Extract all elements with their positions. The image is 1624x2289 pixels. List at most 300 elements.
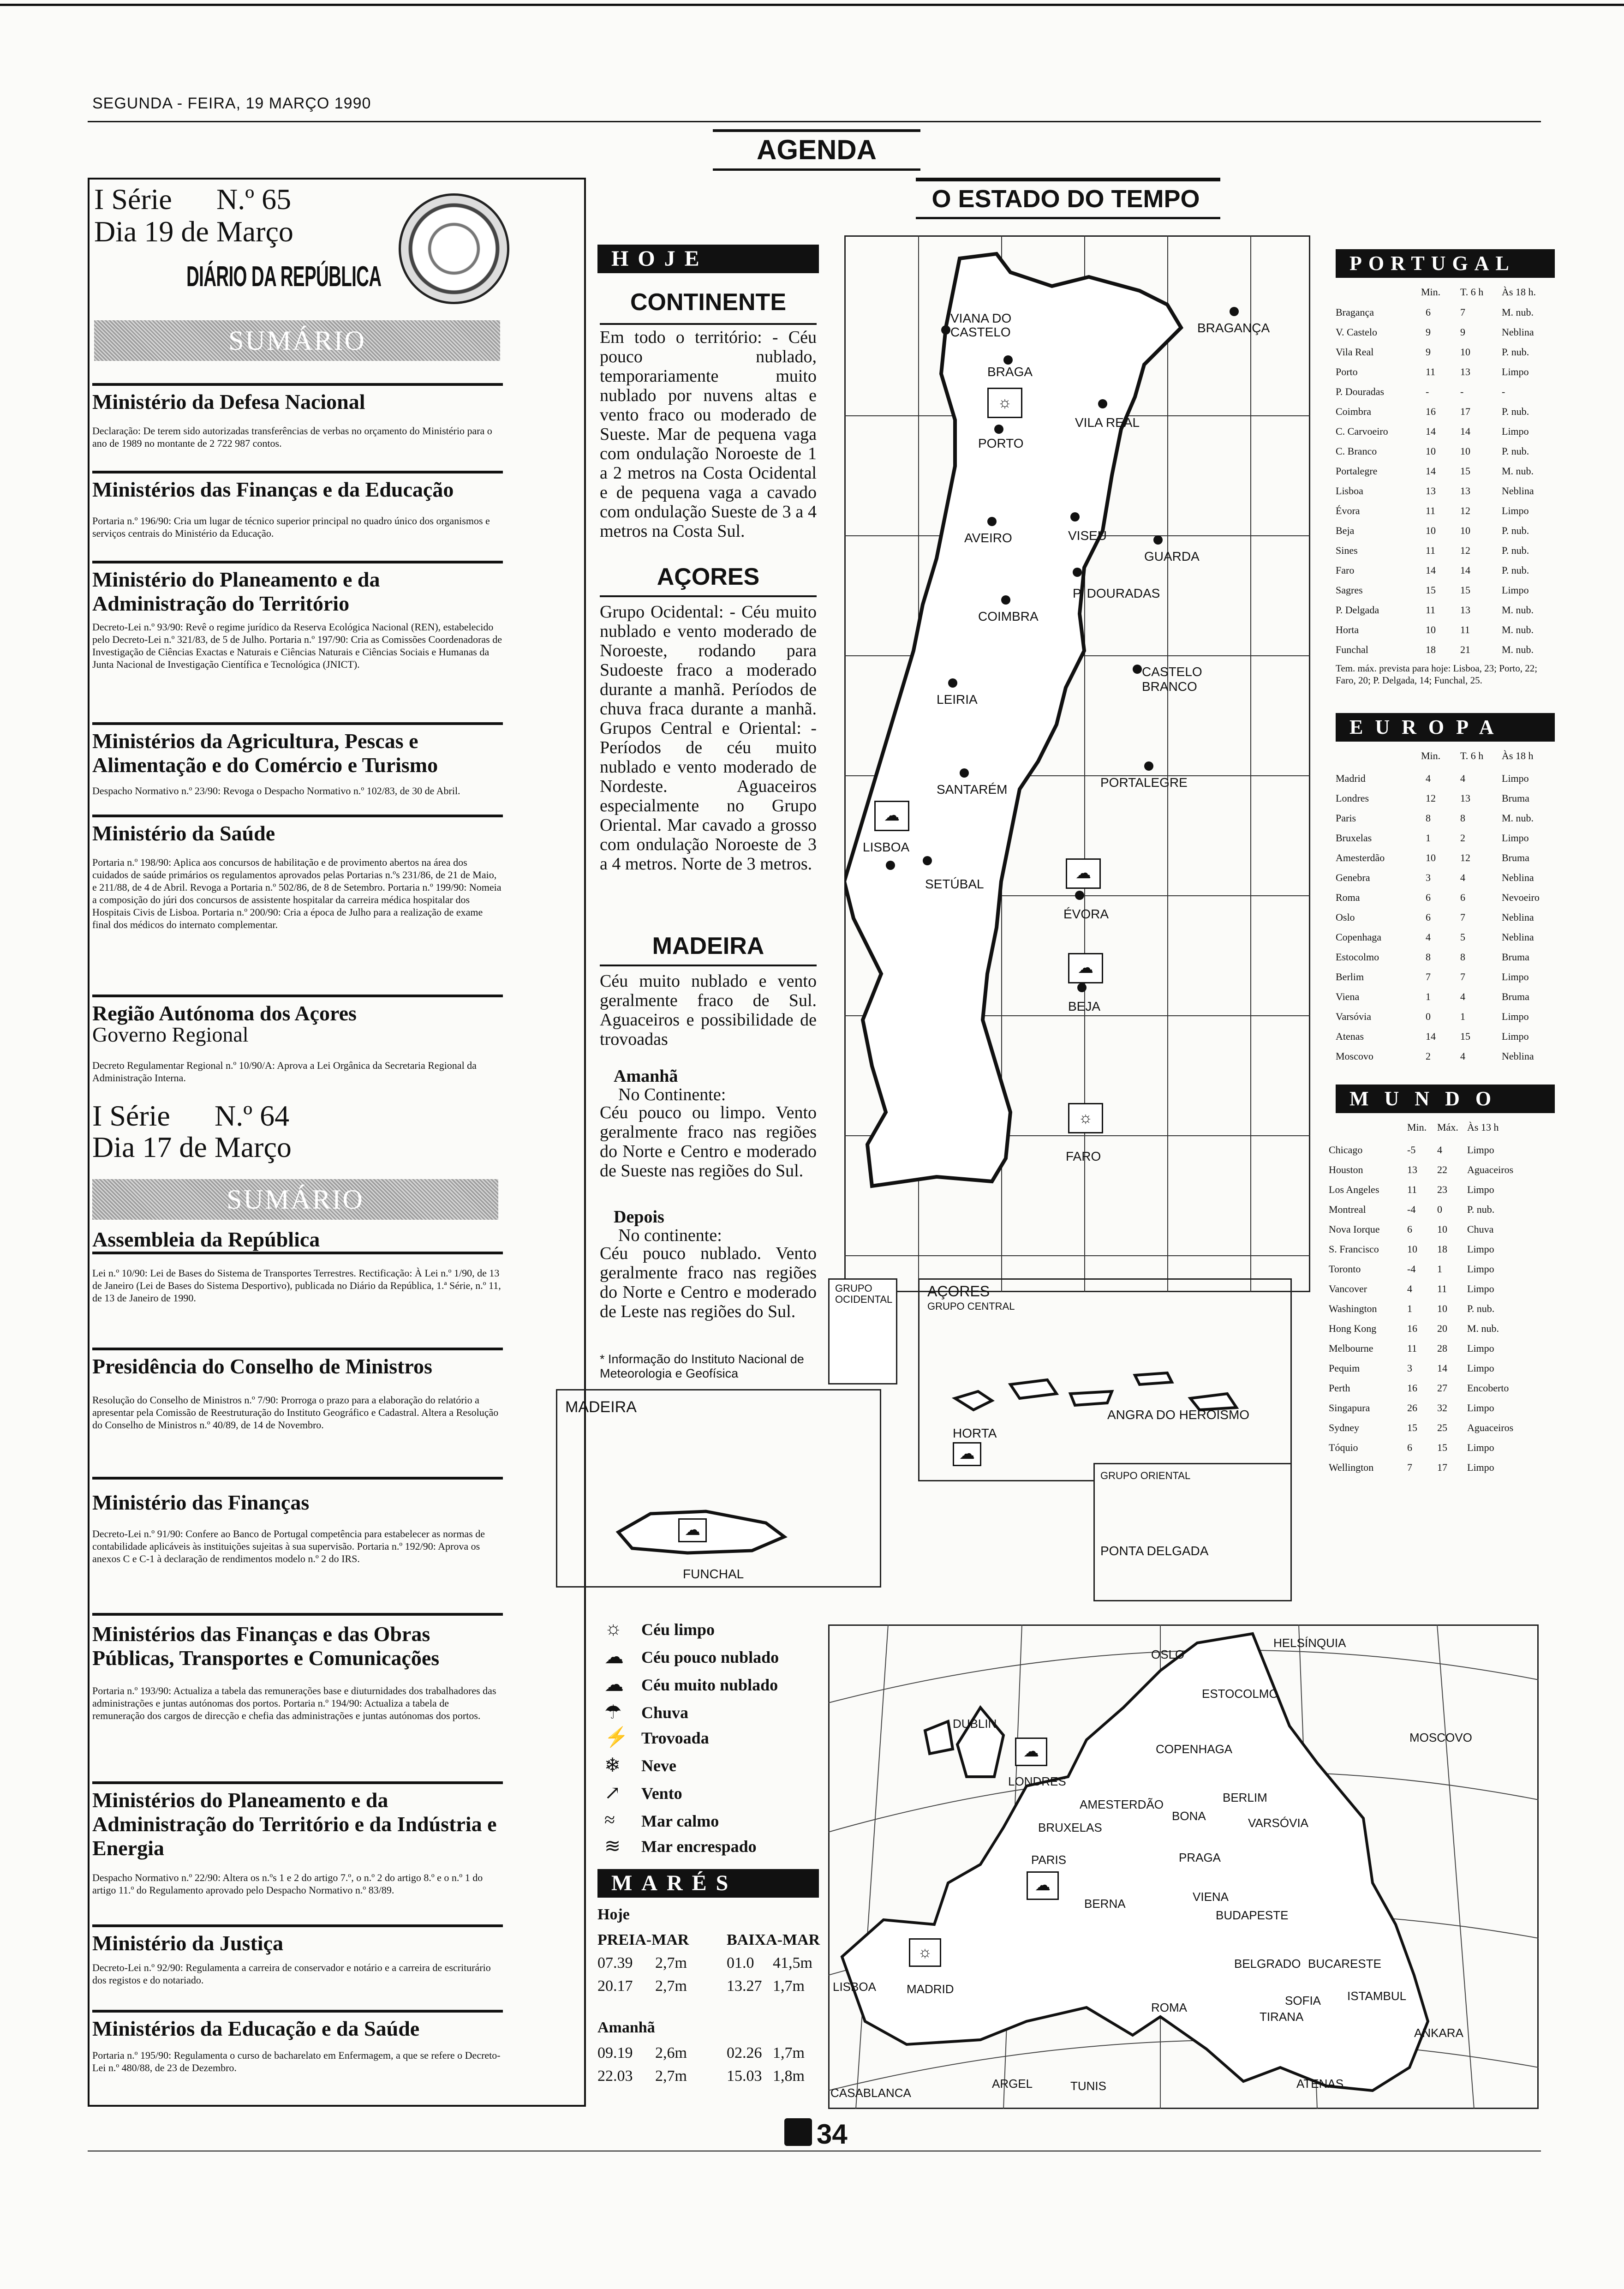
ministry-title: Ministério do Planeamento e da Administração do Território bbox=[92, 568, 380, 615]
table-row bbox=[1329, 1438, 1555, 1457]
table-cell: 18 bbox=[1426, 644, 1436, 655]
city-label: ÉVORA bbox=[1063, 907, 1109, 921]
divider bbox=[92, 815, 503, 817]
table-row bbox=[1336, 362, 1555, 382]
city-label: CASTELO BRANCO bbox=[1142, 665, 1202, 694]
table-cell: 14 bbox=[1437, 1362, 1447, 1374]
partly-cloudy-icon: ☁ bbox=[604, 1647, 624, 1668]
table-cell: 11 bbox=[1426, 366, 1436, 378]
table-cell: P. nub. bbox=[1502, 525, 1529, 536]
city-dot bbox=[1001, 595, 1010, 605]
table-cell: Pequim bbox=[1329, 1362, 1360, 1374]
table-cell: 14 bbox=[1426, 564, 1436, 576]
table-head: Máx. bbox=[1437, 1121, 1458, 1133]
table-cell: Berlim bbox=[1336, 971, 1364, 983]
table-head: Min. bbox=[1407, 1121, 1427, 1133]
ministry-body: Lei n.º 10/90: Lei de Bases do Sistema de Transportes Terrestres. Rectificação: À Lei n.º 1/90, de 13 de Janeiro (Lei de Bases do Sistema Desportivo), publicada no Diário da República, 1.ª Série, n.º 11, de 13 de Janeiro de 1990. bbox=[92, 1267, 501, 1304]
city-label: LISBOA bbox=[863, 840, 910, 854]
mares-bar: MARÉS bbox=[597, 1869, 819, 1898]
legend-label: Mar encrespado bbox=[641, 1837, 757, 1856]
table-row bbox=[1329, 1199, 1555, 1219]
table-cell: Bruma bbox=[1502, 852, 1529, 863]
city-dot bbox=[1073, 568, 1082, 577]
section-title: AGENDA bbox=[756, 134, 877, 165]
europe-city: COPENHAGA bbox=[1156, 1742, 1233, 1756]
table-head: T. 6 h bbox=[1460, 286, 1484, 298]
table-cell: Limpo bbox=[1467, 1362, 1494, 1374]
table-head: Às 18 h. bbox=[1502, 286, 1536, 298]
table-cell: 10 bbox=[1437, 1303, 1447, 1314]
city-label: COIMBRA bbox=[978, 609, 1039, 623]
cloudy-icon: ☁ bbox=[604, 1674, 624, 1696]
table-cell: Vila Real bbox=[1336, 346, 1374, 358]
table-cell: Chicago bbox=[1329, 1144, 1363, 1156]
europe-city: BRUXELAS bbox=[1038, 1821, 1102, 1834]
table-row bbox=[1336, 947, 1555, 967]
amanha-sub: No Continente: bbox=[618, 1085, 726, 1104]
tide-cell: 13.27 bbox=[727, 1977, 762, 1995]
table-cell: 11 bbox=[1460, 624, 1470, 635]
table-cell: Bragança bbox=[1336, 306, 1374, 318]
table-cell: 7 bbox=[1460, 911, 1465, 923]
table-cell: Sagres bbox=[1336, 584, 1363, 596]
table-cell: -5 bbox=[1407, 1144, 1416, 1156]
table-row bbox=[1336, 768, 1555, 788]
acores-rule bbox=[600, 595, 817, 597]
table-cell: Limpo bbox=[1502, 773, 1529, 784]
table-cell: 10 bbox=[1460, 445, 1470, 457]
table-cell: 22 bbox=[1437, 1164, 1447, 1175]
table-row bbox=[1336, 828, 1555, 848]
europe-city: LONDRES bbox=[1008, 1774, 1066, 1788]
table-cell: Singapura bbox=[1329, 1402, 1370, 1414]
legend-label: Vento bbox=[641, 1784, 682, 1803]
sun-icon: ☼ bbox=[1068, 1103, 1103, 1133]
europe-city: LISBOA bbox=[833, 1980, 876, 1994]
table-cell: Estocolmo bbox=[1336, 951, 1379, 963]
europe-city: PARIS bbox=[1031, 1853, 1067, 1867]
europe-city: BUDAPESTE bbox=[1216, 1908, 1289, 1922]
table-row bbox=[1336, 342, 1555, 362]
table-cell: Neblina bbox=[1502, 485, 1534, 497]
europe-city: ARGEL bbox=[992, 2077, 1033, 2091]
table-cell: 6 bbox=[1407, 1442, 1412, 1453]
table-cell: Neblina bbox=[1502, 931, 1534, 943]
tide-cell: 07.39 bbox=[597, 1954, 633, 1971]
table-row bbox=[1329, 1398, 1555, 1418]
table-row bbox=[1336, 560, 1555, 580]
table-cell: Hong Kong bbox=[1329, 1323, 1377, 1334]
table-cell: 14 bbox=[1426, 465, 1436, 477]
table-cell: Limpo bbox=[1502, 971, 1529, 983]
table-cell: Beja bbox=[1336, 525, 1355, 536]
table-cell: Horta bbox=[1336, 624, 1359, 635]
grupo-oriental-box bbox=[1093, 1463, 1292, 1601]
table-cell: P. nub. bbox=[1502, 406, 1529, 417]
divider bbox=[92, 1924, 503, 1927]
city-dot bbox=[1144, 761, 1153, 771]
table-cell: 25 bbox=[1437, 1422, 1447, 1433]
ministry-body: Decreto-Lei n.º 92/90: Regulamenta a carreira de conservador e notário e a carreira de escriturário dos registos e do notariado. bbox=[92, 1962, 491, 1986]
table-cell: 12 bbox=[1426, 792, 1436, 804]
depois-title: Depois bbox=[614, 1207, 664, 1227]
table-cell: Toronto bbox=[1329, 1263, 1361, 1275]
table-row bbox=[1336, 382, 1555, 401]
table-cell: 7 bbox=[1460, 971, 1465, 983]
estado-bottom-rule bbox=[916, 217, 1220, 219]
city-label: P. DOURADAS bbox=[1073, 586, 1160, 600]
tide-cell: 09.19 bbox=[597, 2044, 633, 2061]
city-dot bbox=[960, 768, 969, 778]
table-cell: Bruma bbox=[1502, 792, 1529, 804]
table-cell: 4 bbox=[1460, 872, 1465, 883]
table-row bbox=[1329, 1140, 1555, 1160]
table-row bbox=[1329, 1378, 1555, 1398]
table-row bbox=[1336, 1046, 1555, 1066]
table-cell: 10 bbox=[1437, 1223, 1447, 1235]
table-cell: 13 bbox=[1460, 604, 1470, 616]
map-label: GRUPO CENTRAL bbox=[927, 1300, 1015, 1312]
table-cell: M. nub. bbox=[1467, 1323, 1499, 1334]
table-cell: 8 bbox=[1460, 951, 1465, 963]
table-cell: Roma bbox=[1336, 892, 1360, 903]
cloud-icon: ☁ bbox=[1068, 953, 1103, 983]
estado-top-rule bbox=[916, 178, 1220, 181]
table-row bbox=[1329, 1160, 1555, 1180]
table-cell: Nevoeiro bbox=[1502, 892, 1540, 903]
map-label: AÇORES bbox=[927, 1283, 990, 1300]
ministry-body: Despacho Normativo n.º 23/90: Revoga o Despacho Normativo n.º 102/83, de 30 de Abril. bbox=[92, 785, 460, 797]
tide-cell: 2,7m bbox=[655, 1954, 687, 1971]
table-cell: Aguaceiros bbox=[1467, 1164, 1514, 1175]
table-cell: 0 bbox=[1426, 1011, 1431, 1022]
table-cell: 7 bbox=[1460, 306, 1465, 318]
table-cell: 4 bbox=[1460, 1050, 1465, 1062]
divider bbox=[92, 383, 503, 386]
table-cell: 10 bbox=[1407, 1243, 1417, 1255]
europe-city: OSLO bbox=[1151, 1648, 1185, 1661]
table-row bbox=[1336, 461, 1555, 481]
table-cell: 1 bbox=[1437, 1263, 1442, 1275]
table-cell: 10 bbox=[1460, 525, 1470, 536]
table-cell: Sydney bbox=[1329, 1422, 1359, 1433]
europe-city: BUCARESTE bbox=[1308, 1957, 1381, 1971]
city-label: SANTARÉM bbox=[937, 782, 1008, 797]
table-row bbox=[1329, 1239, 1555, 1259]
table-cell: Varsóvia bbox=[1336, 1011, 1371, 1022]
table-cell: 14 bbox=[1426, 1031, 1436, 1042]
portugal-note: Tem. máx. prevista para hoje: Lisboa, 23; Porto, 22; Faro, 20; P. Delgada, 14; Funchal, 25. bbox=[1336, 663, 1538, 686]
ministry-title: Presidência do Conselho de Ministros bbox=[92, 1354, 432, 1378]
table-cell: M. nub. bbox=[1502, 604, 1534, 616]
ministry-title: Assembleia da República bbox=[92, 1228, 320, 1251]
table-cell: Paris bbox=[1336, 812, 1356, 824]
table-row bbox=[1336, 907, 1555, 927]
tide-cell: 2,7m bbox=[655, 2067, 687, 2085]
table-cell: Nova Iorque bbox=[1329, 1223, 1380, 1235]
table-row bbox=[1336, 927, 1555, 947]
table-cell: 6 bbox=[1407, 1223, 1412, 1235]
table-cell: - bbox=[1460, 386, 1464, 397]
snow-icon: ❄ bbox=[604, 1755, 621, 1776]
europe-city: MADRID bbox=[907, 1982, 954, 1996]
footer-logo bbox=[784, 2118, 812, 2146]
europe-city: PRAGA bbox=[1179, 1851, 1221, 1864]
ministry-title: Ministérios das Finanças e da Educação bbox=[92, 478, 454, 501]
continente-title: CONTINENTE bbox=[630, 289, 786, 316]
sumario-banner-2: SUMÁRIO bbox=[92, 1179, 498, 1220]
table-cell: 10 bbox=[1426, 525, 1436, 536]
table-cell: 8 bbox=[1426, 951, 1431, 963]
issue-date: Dia 19 de Março bbox=[94, 215, 293, 248]
table-row bbox=[1329, 1279, 1555, 1299]
table-cell: Limpo bbox=[1467, 1243, 1494, 1255]
table-cell: Sines bbox=[1336, 545, 1358, 556]
mundo-table bbox=[1329, 1140, 1555, 1477]
europe-city: ISTAMBUL bbox=[1347, 1989, 1407, 2003]
cloud-icon: ☁ bbox=[1027, 1871, 1059, 1900]
continente-rule bbox=[600, 323, 817, 325]
europe-city: MOSCOVO bbox=[1409, 1731, 1472, 1744]
table-row bbox=[1329, 1338, 1555, 1358]
ministry-body: Decreto-Lei n.º 93/90: Revê o regime jurídico da Reserva Ecológica Nacional (REN), estabelecido pelo Decreto-Lei n.º 321/83, de 5 de Julho. Portaria n.º 197/90: Cria as Comissões Coordenadoras de Investigação de Ciências Exactas e Naturais e Ciências Naturais e Ciências Sociais e Humanas da Junta Nacional de Investigação Científica e Tecnológica (JNICT). bbox=[92, 621, 502, 670]
city-label: VISEU bbox=[1068, 528, 1107, 543]
table-row bbox=[1336, 848, 1555, 868]
table-row bbox=[1329, 1318, 1555, 1338]
table-cell: 15 bbox=[1437, 1442, 1447, 1453]
table-cell: 4 bbox=[1407, 1283, 1412, 1294]
table-cell: 11 bbox=[1407, 1184, 1417, 1195]
table-row bbox=[1336, 401, 1555, 421]
table-cell: Chuva bbox=[1467, 1223, 1494, 1235]
table-cell: 2 bbox=[1426, 1050, 1431, 1062]
depois-text: Céu pouco nublado. Vento geralmente fraco nas regiões do Norte e Centro e moderado de Leste nas regiões do Sul. bbox=[600, 1244, 817, 1321]
table-cell: M. nub. bbox=[1502, 644, 1534, 655]
europe-city: ESTOCOLMO bbox=[1202, 1687, 1278, 1701]
page-date: SEGUNDA - FEIRA, 19 MARÇO 1990 bbox=[92, 95, 371, 112]
table-cell: Neblina bbox=[1502, 872, 1534, 883]
portugal-table bbox=[1336, 302, 1555, 659]
issue-number: N.º 65 bbox=[216, 183, 292, 216]
table-cell: 7 bbox=[1426, 971, 1431, 983]
ministry-title: Ministérios da Agricultura, Pescas e Alimentação e do Comércio e Turismo bbox=[92, 729, 438, 777]
table-cell: 4 bbox=[1460, 991, 1465, 1002]
ministry-title: Ministérios da Educação e da Saúde bbox=[92, 2017, 420, 2040]
city-label: VILA REAL bbox=[1075, 415, 1140, 430]
city-dot bbox=[923, 856, 932, 865]
table-cell: 26 bbox=[1407, 1402, 1417, 1414]
table-cell: M. nub. bbox=[1502, 306, 1534, 318]
table-cell: 8 bbox=[1426, 812, 1431, 824]
europe-city: HELSÍNQUIA bbox=[1273, 1636, 1346, 1650]
table-cell: Limpo bbox=[1467, 1283, 1494, 1294]
table-row bbox=[1329, 1299, 1555, 1318]
issue2-number: N.º 64 bbox=[215, 1099, 290, 1132]
city-label: PORTALEGRE bbox=[1100, 775, 1188, 790]
table-cell: P. nub. bbox=[1502, 564, 1529, 576]
europe-city: BERLIM bbox=[1223, 1791, 1267, 1804]
table-cell: Melbourne bbox=[1329, 1342, 1373, 1354]
tide-hoje: Hoje bbox=[597, 1906, 630, 1923]
table-cell: 1 bbox=[1460, 1011, 1465, 1022]
table-cell: Londres bbox=[1336, 792, 1369, 804]
cloud-icon: ☁ bbox=[1066, 858, 1101, 889]
table-cell: 13 bbox=[1407, 1164, 1417, 1175]
ministry-body: Portaria n.º 196/90: Cria um lugar de técnico superior principal no quadro único dos organismos e serviços centrais do Ministério da Educação. bbox=[92, 515, 490, 539]
table-cell: Vancover bbox=[1329, 1283, 1367, 1294]
table-cell: Copenhaga bbox=[1336, 931, 1381, 943]
page-number: 34 bbox=[817, 2119, 848, 2150]
city-label: VIANA DO CASTELO bbox=[950, 311, 1012, 339]
divider bbox=[92, 1613, 503, 1616]
republic-seal-icon bbox=[399, 193, 509, 304]
table-cell: 28 bbox=[1437, 1342, 1447, 1354]
table-cell: 13 bbox=[1460, 485, 1470, 497]
table-cell: Bruma bbox=[1502, 951, 1529, 963]
table-cell: M. nub. bbox=[1502, 624, 1534, 635]
tide-cell: 1,8m bbox=[773, 2067, 805, 2085]
madeira-text: Céu muito nublado e vento geralmente fraco de Sul. Aguaceiros e possibilidade de trovoadas bbox=[600, 971, 817, 1049]
table-cell: Madrid bbox=[1336, 773, 1366, 784]
sun-icon: ☼ bbox=[604, 1618, 622, 1639]
table-cell: Limpo bbox=[1467, 1342, 1494, 1354]
divider bbox=[92, 1348, 503, 1350]
table-cell: 15 bbox=[1460, 1031, 1470, 1042]
europe-city: CASABLANCA bbox=[830, 2086, 911, 2100]
legend-label: Céu pouco nublado bbox=[641, 1648, 779, 1666]
europe-city: ATENAS bbox=[1296, 2077, 1344, 2091]
table-cell: 11 bbox=[1407, 1342, 1417, 1354]
top-border bbox=[0, 4, 1624, 6]
table-cell: 6 bbox=[1426, 911, 1431, 923]
city-dot bbox=[1230, 307, 1239, 316]
table-cell: P. nub. bbox=[1502, 445, 1529, 457]
table-row bbox=[1336, 967, 1555, 987]
table-cell: 16 bbox=[1426, 406, 1436, 417]
table-cell: -4 bbox=[1407, 1204, 1416, 1215]
city-label: BEJA bbox=[1068, 999, 1101, 1013]
table-cell: Lisboa bbox=[1336, 485, 1363, 497]
divider bbox=[92, 1477, 503, 1480]
table-cell: 18 bbox=[1437, 1243, 1447, 1255]
tide-cell: 1,7m bbox=[773, 2044, 805, 2061]
tide-cell: 2,7m bbox=[655, 1977, 687, 1995]
table-cell: 13 bbox=[1460, 792, 1470, 804]
table-cell: Limpo bbox=[1502, 1031, 1529, 1042]
city-dot bbox=[948, 678, 957, 688]
cloud-icon: ☁ bbox=[678, 1518, 707, 1542]
table-cell: 32 bbox=[1437, 1402, 1447, 1414]
table-cell: - bbox=[1426, 386, 1429, 397]
city-dot bbox=[1075, 891, 1084, 900]
table-head: T. 6 h bbox=[1460, 750, 1484, 761]
sumario-banner: SUMÁRIO bbox=[94, 320, 500, 361]
table-cell: Limpo bbox=[1502, 366, 1529, 378]
calm-sea-icon: ≈ bbox=[604, 1810, 615, 1831]
legend-label: Chuva bbox=[641, 1703, 689, 1722]
thunder-icon: ⚡ bbox=[604, 1727, 629, 1748]
table-row bbox=[1336, 521, 1555, 540]
ministry-body: Portaria n.º 195/90: Regulamenta o curso de bacharelato em Enfermagem, a que se refere o Decreto-Lei n.º 480/88, de 23 de Dezembro. bbox=[92, 2049, 501, 2073]
table-cell: 1 bbox=[1407, 1303, 1412, 1314]
rain-icon: ☂ bbox=[604, 1702, 622, 1723]
legend-label: Céu limpo bbox=[641, 1620, 715, 1639]
europe-city: BONA bbox=[1172, 1809, 1206, 1823]
map-label: HORTA bbox=[953, 1426, 997, 1440]
hoje-bar: HOJE bbox=[597, 245, 819, 273]
table-cell: Limpo bbox=[1467, 1462, 1494, 1473]
table-cell: -4 bbox=[1407, 1263, 1416, 1275]
ministry-body: Decreto-Lei n.º 91/90: Confere ao Banco de Portugal competência para estabelecer as normas de contabilidade aplicáveis às instituições sujeitas à sua supervisão. Portaria n.º 192/90: Aprova os anexos C e C-1 à declaração de rendimentos modelo n.º 2 do IRS. bbox=[92, 1528, 485, 1564]
tide-cell: 01.0 bbox=[727, 1954, 754, 1971]
table-row bbox=[1336, 421, 1555, 441]
legend-label: Trovoada bbox=[641, 1729, 709, 1747]
table-cell: 6 bbox=[1460, 892, 1465, 903]
tide-preia-head: PREIA-MAR bbox=[597, 1931, 689, 1948]
city-dot bbox=[1003, 355, 1013, 365]
table-cell: 16 bbox=[1407, 1382, 1417, 1394]
divider bbox=[92, 471, 503, 473]
table-row bbox=[1336, 808, 1555, 828]
table-cell: Coimbra bbox=[1336, 406, 1371, 417]
table-head: Min. bbox=[1421, 286, 1441, 298]
map-label: GRUPO OCIDENTAL bbox=[835, 1282, 893, 1305]
table-cell: Limpo bbox=[1502, 505, 1529, 516]
table-cell: - bbox=[1502, 386, 1505, 397]
table-cell: Funchal bbox=[1336, 644, 1368, 655]
table-cell: Neblina bbox=[1502, 1050, 1534, 1062]
table-cell: 6 bbox=[1426, 892, 1431, 903]
table-row bbox=[1336, 600, 1555, 620]
table-cell: P. nub. bbox=[1467, 1204, 1495, 1215]
city-dot bbox=[886, 861, 895, 870]
table-cell: 15 bbox=[1407, 1422, 1417, 1433]
table-row bbox=[1329, 1358, 1555, 1378]
ministry-title: Ministérios das Finanças e das Obras Públicas, Transportes e Comunicações bbox=[92, 1622, 440, 1670]
europe-city: VIENA bbox=[1193, 1890, 1229, 1904]
sun-icon: ☼ bbox=[987, 388, 1022, 418]
ministry-title: Ministério da Saúde bbox=[92, 821, 275, 845]
tide-cell: 02.26 bbox=[727, 2044, 762, 2061]
table-cell: Neblina bbox=[1502, 326, 1534, 338]
table-cell: Limpo bbox=[1467, 1402, 1494, 1414]
masthead: DIÁRIO DA REPÚBLICA bbox=[186, 261, 382, 293]
table-cell: Bruxelas bbox=[1336, 832, 1372, 844]
table-cell: Tóquio bbox=[1329, 1442, 1358, 1453]
table-cell: Genebra bbox=[1336, 872, 1370, 883]
ministry-title: Ministério da Justiça bbox=[92, 1931, 283, 1955]
europa-table bbox=[1336, 768, 1555, 1066]
table-cell: 16 bbox=[1407, 1323, 1417, 1334]
table-cell: Porto bbox=[1336, 366, 1358, 378]
europe-city: SOFIA bbox=[1285, 1994, 1321, 2007]
table-cell: 1 bbox=[1426, 832, 1431, 844]
map-label: FUNCHAL bbox=[683, 1567, 744, 1581]
table-row bbox=[1329, 1219, 1555, 1239]
city-dot bbox=[1098, 399, 1107, 408]
madeira-rule bbox=[600, 965, 817, 966]
table-cell: 10 bbox=[1426, 852, 1436, 863]
table-cell: 4 bbox=[1426, 931, 1431, 943]
ministry-body: Despacho Normativo n.º 22/90: Altera os n.ºs 1 e 2 do artigo 7.º, o n.º 2 do artigo 8.º e o n.º 1 do artigo 11.º do Regulamento aprovado pelo Despacho Normativo n.º 83/89. bbox=[92, 1872, 483, 1896]
table-row bbox=[1336, 322, 1555, 342]
table-cell: Limpo bbox=[1467, 1184, 1494, 1195]
tide-cell: 1,7m bbox=[773, 1977, 805, 1995]
agenda-top-rule bbox=[713, 129, 920, 132]
ministry-body: Portaria n.º 193/90: Actualiza a tabela das remunerações base e diuturnidades dos trabalhadores das administrações e juntas autónomas dos portos. Portaria n.º 194/90: Actualiza a tabela de remuneração dos cargos de direcção e chefia das administrações e juntas autónomas dos portos. bbox=[92, 1685, 496, 1721]
city-dot bbox=[1070, 512, 1080, 521]
table-cell: 11 bbox=[1437, 1283, 1447, 1294]
